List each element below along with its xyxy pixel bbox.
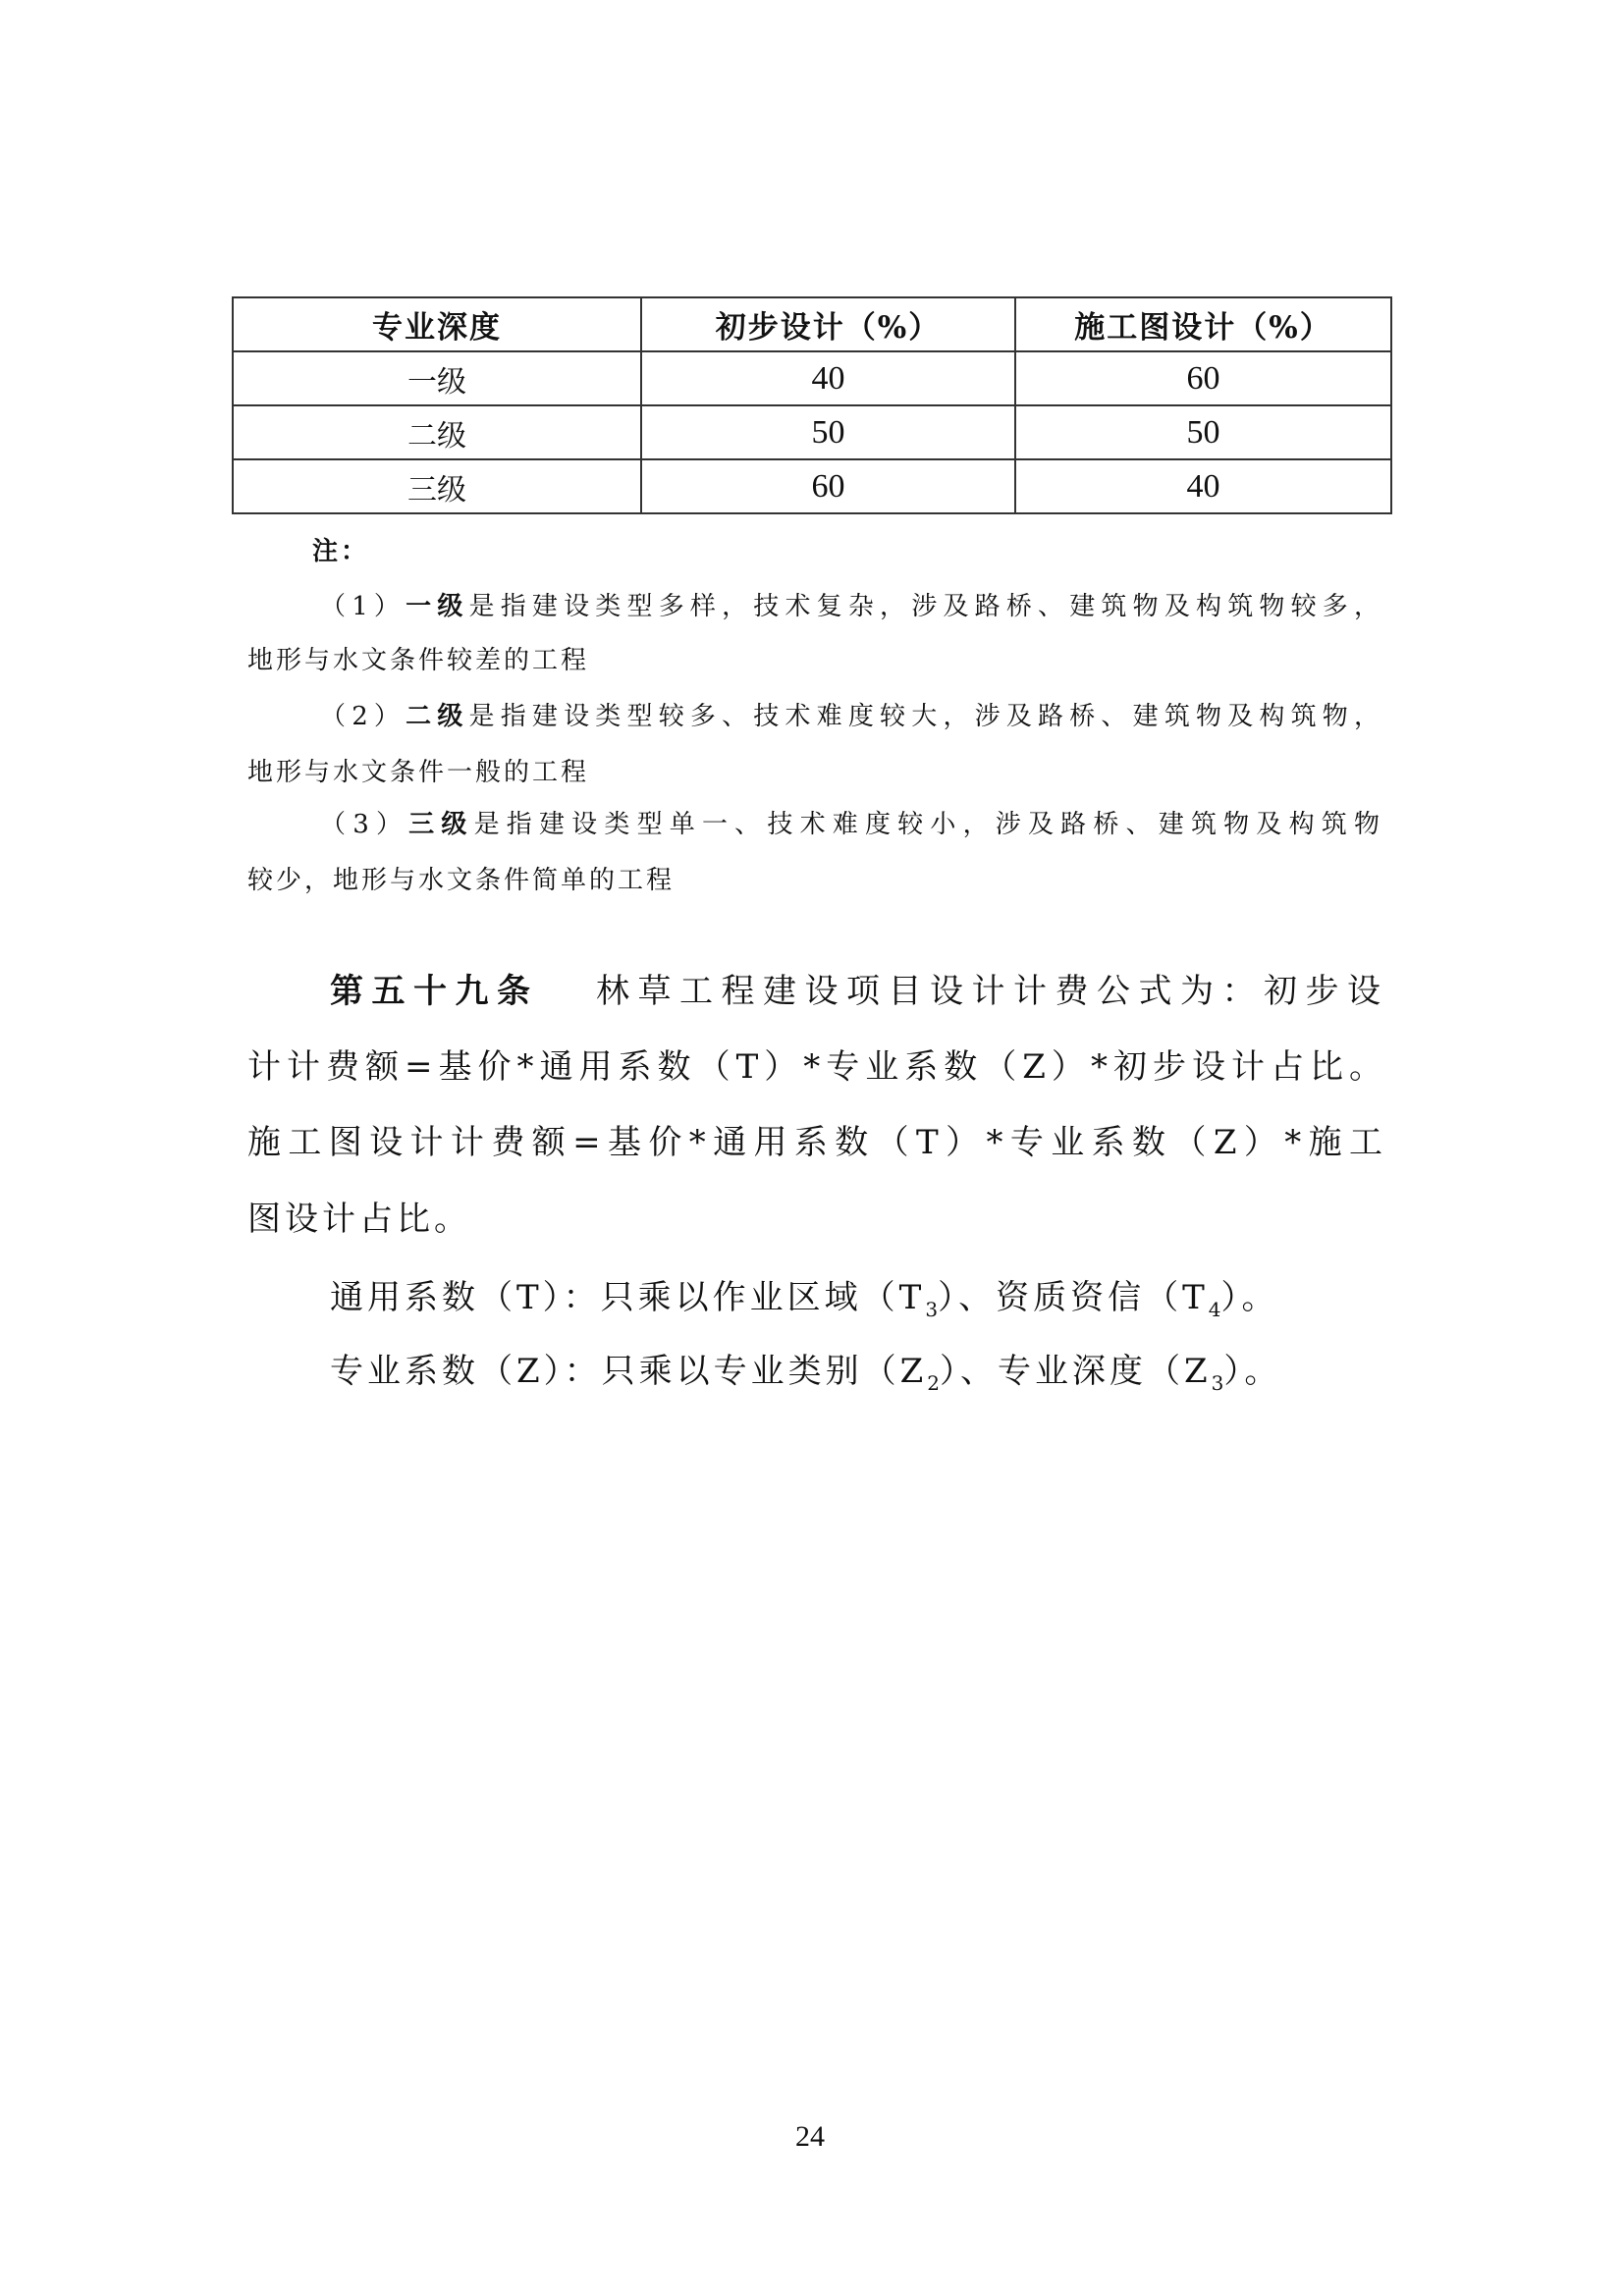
table-header-row bbox=[233, 297, 1391, 351]
cell-construction: 60 bbox=[1015, 351, 1391, 405]
cell-preliminary: 50 bbox=[641, 405, 1015, 459]
header-depth: 专业深度 bbox=[233, 297, 641, 351]
notes-label: 注： bbox=[312, 537, 370, 566]
cell-construction: 50 bbox=[1015, 405, 1391, 459]
article-line-2: 计计费额=基价*通用系数（T）*专业系数（Z）*初步设计占比。 bbox=[247, 1047, 1386, 1087]
note-item-3-cont: 较少，地形与水文条件简单的工程 bbox=[247, 866, 676, 895]
note-item-2 bbox=[320, 697, 1382, 736]
page-number: 24 bbox=[795, 2120, 825, 2153]
note-number: （3） bbox=[320, 810, 409, 839]
coeff-text: 通用系数（T）：只乘以作业区域（T bbox=[330, 1278, 926, 1317]
general-coefficient-line bbox=[330, 1274, 1279, 1321]
coeff-text: ）、专业深度（Z bbox=[939, 1352, 1212, 1391]
article-line-1 bbox=[330, 968, 1384, 1015]
note-term: 一级 bbox=[406, 592, 469, 621]
header-preliminary: 初步设计（%） bbox=[641, 297, 1015, 351]
cell-depth: 三级 bbox=[233, 459, 641, 513]
cell-preliminary: 60 bbox=[641, 459, 1015, 513]
coeff-text: ）。 bbox=[1223, 1352, 1282, 1391]
coeff-text: ）。 bbox=[1220, 1278, 1279, 1317]
note-item-1 bbox=[320, 587, 1382, 626]
table-row bbox=[233, 405, 1391, 459]
article-text: 林草工程建设项目设计计费公式为：初步设 bbox=[591, 972, 1384, 1011]
professional-coefficient-line bbox=[330, 1348, 1281, 1395]
cell-preliminary: 40 bbox=[641, 351, 1015, 405]
cell-depth: 二级 bbox=[233, 405, 641, 459]
subscript: 3 bbox=[925, 1298, 939, 1321]
table-row bbox=[233, 351, 1391, 405]
coeff-text: 专业系数（Z）：只乘以专业类别（Z bbox=[330, 1352, 928, 1391]
article-line-4: 图设计占比。 bbox=[247, 1200, 471, 1239]
cell-construction: 40 bbox=[1015, 459, 1391, 513]
header-construction: 施工图设计（%） bbox=[1015, 297, 1391, 351]
coeff-text: ）、资质资信（T bbox=[938, 1278, 1209, 1317]
note-text: 是指建设类型多样，技术复杂，涉及路桥、建筑物及构筑物较多， bbox=[468, 592, 1382, 621]
cell-depth: 一级 bbox=[233, 351, 641, 405]
subscript: 4 bbox=[1208, 1298, 1221, 1321]
note-item-3 bbox=[320, 805, 1382, 844]
note-text: 是指建设类型较多、技术难度较大，涉及路桥、建筑物及构筑物， bbox=[468, 702, 1382, 731]
note-number: （2） bbox=[320, 702, 406, 731]
note-text: 是指建设类型单一、技术难度较小，涉及路桥、建筑物及构筑物 bbox=[473, 810, 1382, 839]
note-term: 二级 bbox=[406, 702, 469, 731]
article-line-3: 施工图设计计费额=基价*通用系数（T）*专业系数（Z）*施工 bbox=[247, 1123, 1386, 1162]
subscript: 3 bbox=[1211, 1371, 1224, 1395]
article-title: 第五十九条 bbox=[330, 972, 539, 1011]
note-term: 三级 bbox=[408, 810, 474, 839]
depth-ratio-table bbox=[232, 296, 1392, 514]
note-number: （1） bbox=[320, 592, 406, 621]
note-item-2-cont: 地形与水文条件一般的工程 bbox=[247, 758, 590, 787]
note-item-1-cont: 地形与水文条件较差的工程 bbox=[247, 646, 590, 675]
table-row bbox=[233, 459, 1391, 513]
subscript: 2 bbox=[927, 1371, 940, 1395]
